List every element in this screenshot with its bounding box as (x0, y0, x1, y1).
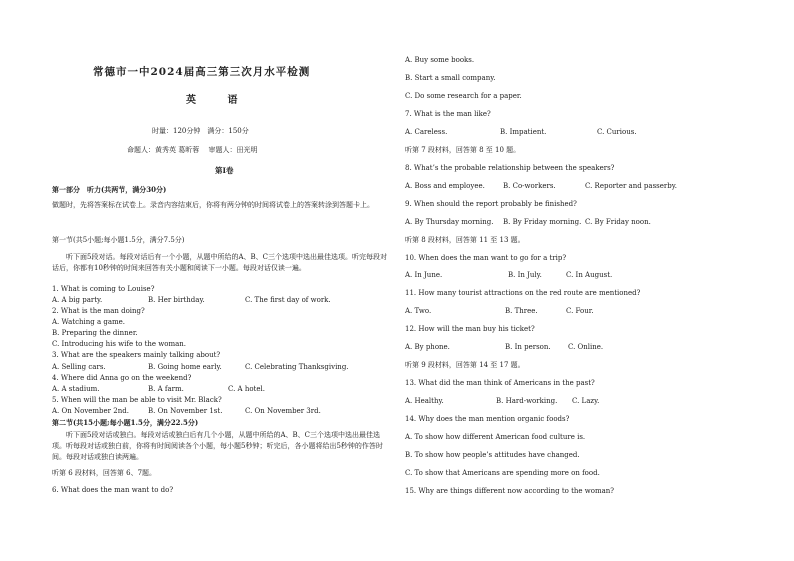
q12-option-a: A. By phone. (405, 343, 450, 351)
part1-intro: 做题时，先将答案标在试卷上。录音内容结束后，你将有两分钟的时间将试卷上的答案转涂到答题卡上。 (52, 201, 374, 209)
q12-option-c: C. Online. (568, 343, 604, 351)
q2-option-a: A. Watching a game. (52, 318, 126, 326)
q13-option-c: C. Lazy. (572, 397, 600, 405)
section2-instructions: 听下面5段对话或独白。每段对话或独白后有几个小题，从题中所给的A、B、C三个选项中选出最佳选项。听每段对话或独白前，你将有时间阅读各个小题，每小题5秒钟；听完后，各小题将给出5秒钟的作答时间。每段对话或独白读两遍。 (52, 431, 383, 461)
exam-title: 常德市一中2024届高三第三次月水平检测 (93, 66, 311, 78)
authors-info: 命题人：黄秀英 葛昕蓉 审题人：田光明 (127, 146, 258, 154)
q5-option-b: B. On November 1st. (148, 407, 223, 415)
q8-option-c: C. Reporter and passerby. (585, 182, 677, 190)
q9-option-b: B. By Friday morning. (503, 218, 582, 226)
subject-title: 英 语 (186, 95, 252, 106)
q13-option-a: A. Healthy. (405, 397, 444, 405)
material-6-note: 听第 6 段材料，回答第 6、7题。 (52, 469, 157, 477)
q3-option-c: C. Celebrating Thanksgiving. (245, 363, 349, 371)
q14-option-b: B. To show how people’s attitudes have changed. (405, 451, 580, 459)
question-15: 15. Why are things different now according to the woman? (405, 487, 615, 495)
question-3: 3. What are the speakers mainly talking about? (52, 351, 221, 359)
q9-option-c: C. By Friday noon. (585, 218, 651, 226)
section1-heading: 第一节(共5小题;每小题1.5分，满分7.5分) (52, 236, 185, 244)
question-9: 9. When should the report probably be finished? (405, 200, 577, 208)
q8-option-a: A. Boss and employee. (405, 182, 485, 190)
q11-option-a: A. Two. (405, 307, 432, 315)
question-2: 2. What is the man doing? (52, 307, 145, 315)
question-11: 11. How many tourist attractions on the red route are mentioned? (405, 289, 641, 297)
q7-option-b: B. Impatient. (500, 128, 547, 136)
q5-option-a: A. On November 2nd. (52, 407, 129, 415)
question-14: 14. Why does the man mention organic foods? (405, 415, 570, 423)
q4-option-a: A. A stadium. (52, 385, 100, 393)
material-8-note: 听第 8 段材料，回答第 11 至 13 题。 (405, 236, 525, 244)
q11-option-c: C. Four. (566, 307, 594, 315)
q3-option-b: B. Going home early. (148, 363, 222, 371)
q6-option-b: B. Start a small company. (405, 74, 496, 82)
q3-option-a: A. Selling cars. (52, 363, 106, 371)
question-6: 6. What does the man want to do? (52, 486, 174, 494)
q5-option-c: C. On November 3rd. (245, 407, 321, 415)
q1-option-b: B. Her birthday. (148, 296, 205, 304)
question-12: 12. How will the man buy his ticket? (405, 325, 535, 333)
q1-option-c: C. The first day of work. (245, 296, 331, 304)
section2-heading: 第二节(共15小题;每小题1.5分，满分22.5分) (52, 418, 199, 427)
question-10: 10. When does the man want to go for a trip? (405, 254, 567, 262)
question-8: 8. What’s the probable relationship between the speakers? (405, 164, 615, 172)
q6-option-c: C. Do some research for a paper. (405, 92, 522, 100)
q2-option-b: B. Preparing the dinner. (52, 329, 138, 337)
q14-option-a: A. To show how different American food culture is. (405, 433, 586, 441)
q11-option-b: B. Three. (505, 307, 538, 315)
question-1: 1. What is coming to Louise? (52, 285, 155, 293)
question-7: 7. What is the man like? (405, 110, 491, 118)
q7-option-c: C. Curious. (597, 128, 637, 136)
part1-heading: 第一部分 听力(共两节，满分30分) (52, 185, 167, 194)
question-4: 4. Where did Anna go on the weekend? (52, 374, 192, 382)
q13-option-b: B. Hard-working. (496, 397, 558, 405)
q14-option-c: C. To show that Americans are spending more on food. (405, 469, 600, 477)
q7-option-a: A. Careless. (405, 128, 448, 136)
q10-option-b: B. In July. (508, 271, 542, 279)
q10-option-a: A. In June. (405, 271, 443, 279)
time-info: 时量：120分钟 满分：150分 (152, 127, 249, 135)
q8-option-b: B. Co-workers. (503, 182, 556, 190)
volume-label: 第Ⅰ卷 (215, 166, 234, 175)
material-9-note: 听第 9 段材料，回答第 14 至 17 题。 (405, 361, 525, 369)
q9-option-a: A. By Thursday morning. (405, 218, 494, 226)
material-7-note: 听第 7 段材料，回答第 8 至 10 题。 (405, 146, 521, 154)
q4-option-b: B. A farm. (148, 385, 184, 393)
q4-option-c: C. A hotel. (228, 385, 265, 393)
question-13: 13. What did the man think of Americans in the past? (405, 379, 595, 387)
question-5: 5. When will the man be able to visit Mr. Black? (52, 396, 222, 404)
q1-option-a: A. A big party. (52, 296, 103, 304)
q10-option-c: C. In August. (566, 271, 613, 279)
section1-instructions: 听下面5段对话。每段对话后有一个小题，从题中所给的A、B、C三个选项中选出最佳选项。听完每段对话后，你都有10秒钟的时间来回答有关小题和阅读下一小题。每段对话仅读一遍。 (52, 253, 388, 272)
q6-option-a: A. Buy some books. (405, 56, 475, 64)
q2-option-c: C. Introducing his wife to the woman. (52, 340, 187, 348)
q12-option-b: B. In person. (505, 343, 551, 351)
